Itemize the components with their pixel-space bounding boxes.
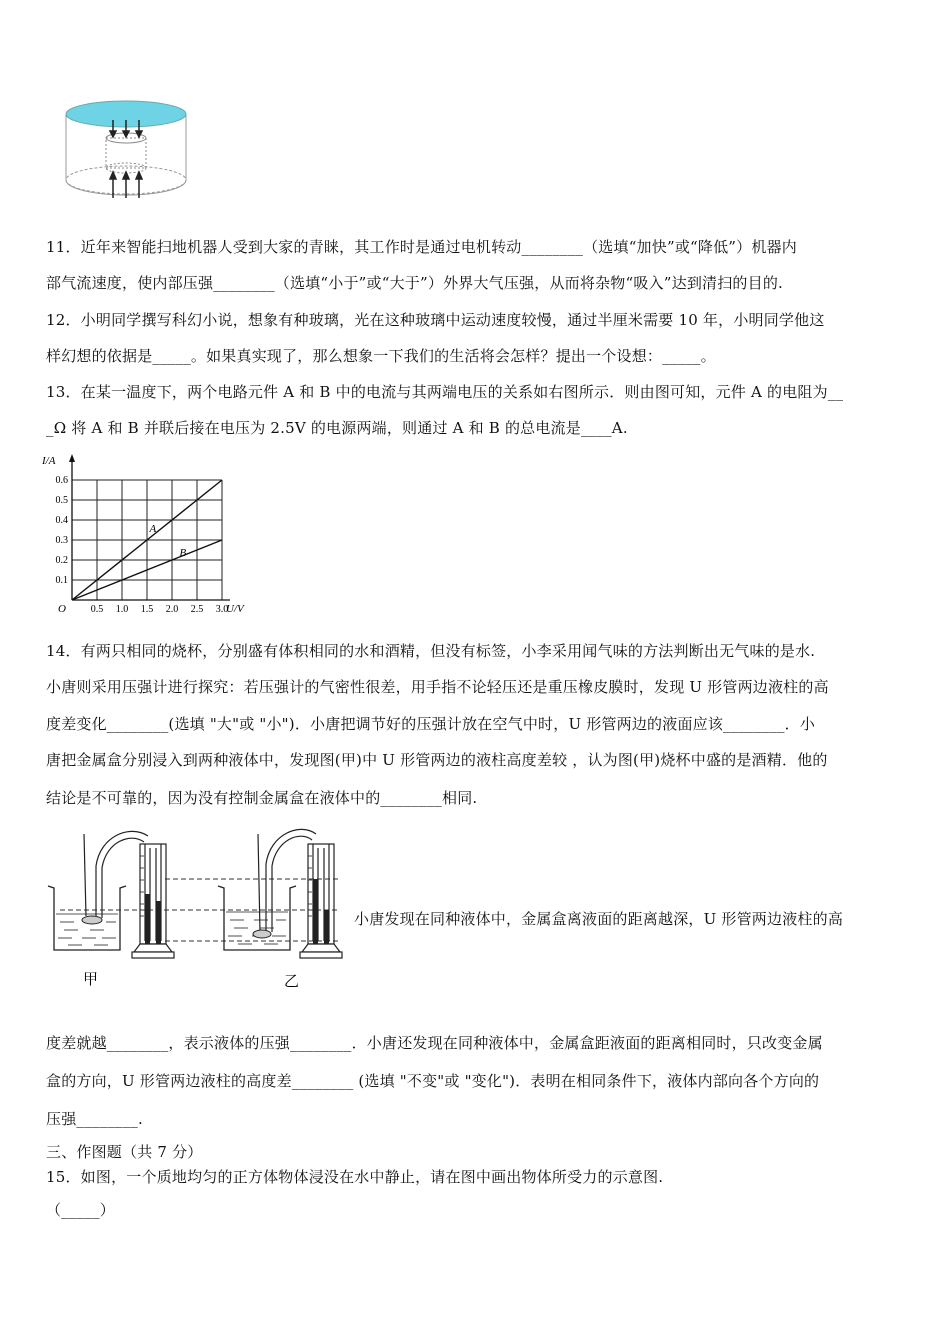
q14-line5: 结论是不可靠的，因为没有控制金属盒在液体中的________相同.: [46, 789, 478, 807]
fig-label-yi: 乙: [284, 974, 300, 990]
q13-line1: 13．在某一温度下，两个电路元件 A 和 B 中的电流与其两端电压的关系如右图所示．则由图可知，元件 A 的电阻为__: [46, 383, 844, 401]
x-tick-label: 3.0: [215, 604, 229, 615]
q14-line4: 唐把金属盒分别浸入到两种液体中，发现图(甲)中 U 形管两边的液柱高度差较 ，认为图(甲)烧杯中盛的是酒精．他的: [46, 751, 828, 769]
q14-line6: 度差就越________，表示液体的压强________．小唐还发现在同种液体中，金属盒距液面的距离相同时，只改变金属: [46, 1034, 823, 1052]
section3-title: 三、作图题（共 7 分）: [46, 1143, 203, 1161]
pressure-gauge-figure: [40, 826, 352, 994]
q12-line2: 样幻想的依据是_____。如果真实现了，那么想象一下我们的生活将会怎样？提出一个设想：_____。: [46, 347, 716, 365]
q14-line2: 小唐则采用压强计进行探究：若压强计的气密性很差，用手指不论轻压还是重压橡皮膜时，发现 U 形管两边液柱的高: [46, 678, 829, 696]
q12-line1: 12．小明同学撰写科幻小说，想象有种玻璃，光在这种玻璃中运动速度较慢，通过半厘米需要 10 年，小明同学他这: [46, 311, 825, 329]
y-tick-label: 0.3: [55, 535, 68, 546]
fig-label-jia: 甲: [83, 972, 99, 988]
cylinder-figure: [58, 98, 193, 203]
series-label-B: B: [179, 547, 187, 559]
y-axis-arrow: [69, 454, 75, 462]
series-label-A: A: [149, 523, 157, 535]
x-tick-label: 1.0: [115, 604, 129, 615]
x-tick-label: 1.5: [140, 604, 154, 615]
q11-line2: 部气流速度，使内部压强________（选填“小于”或“大于”）外界大气压强，从而将杂物“吸入”达到清扫的目的.: [46, 274, 783, 292]
x-tick-label: 0.5: [90, 604, 104, 615]
q11-line1: 11．近年来智能扫地机器人受到大家的青睐，其工作时是通过电机转动________（选填“加快”或“降低”）机器内: [46, 238, 797, 256]
y-tick-label: 0.4: [55, 515, 68, 526]
iu-chart: [40, 452, 270, 617]
x-axis-label: U/V: [226, 603, 244, 615]
y-tick-label: 0.1: [55, 575, 68, 586]
y-tick-label: 0.2: [55, 555, 68, 566]
q15-line1: 15．如图，一个质地均匀的正方体物体浸没在水中静止，请在图中画出物体所受力的示意图.: [46, 1168, 664, 1186]
x-tick-label: 2.5: [190, 604, 204, 615]
q14-side-text: 小唐发现在同种液体中，金属盒离液面的距离越深，U 形管两边液柱的高: [354, 910, 844, 928]
y-axis-label: I/A: [42, 455, 56, 467]
q15-line2: （_____）: [46, 1201, 115, 1219]
q14-line7: 盒的方向，U 形管两边液柱的高度差________ (选填 "不变"或 "变化")．表明在相同条件下，液体内部向各个方向的: [46, 1072, 820, 1090]
q14-line8: 压强________.: [46, 1110, 143, 1128]
q14-line3: 度差变化________(选填 "大"或 "小")．小唐把调节好的压强计放在空气中时，U 形管两边的液面应该________．小: [46, 715, 816, 733]
q14-line1: 14．有两只相同的烧杯，分别盛有体积相同的水和酒精，但没有标签，小李采用闻气味的方法判断出无气味的是水.: [46, 642, 816, 660]
x-tick-label: 2.0: [165, 604, 179, 615]
y-tick-label: 0.6: [55, 475, 68, 486]
origin-label: O: [58, 603, 66, 615]
y-tick-label: 0.5: [55, 495, 68, 506]
q13-line2: _Ω 将 A 和 B 并联后接在电压为 2.5V 的电源两端，则通过 A 和 B 的总电流是____A.: [46, 419, 628, 437]
